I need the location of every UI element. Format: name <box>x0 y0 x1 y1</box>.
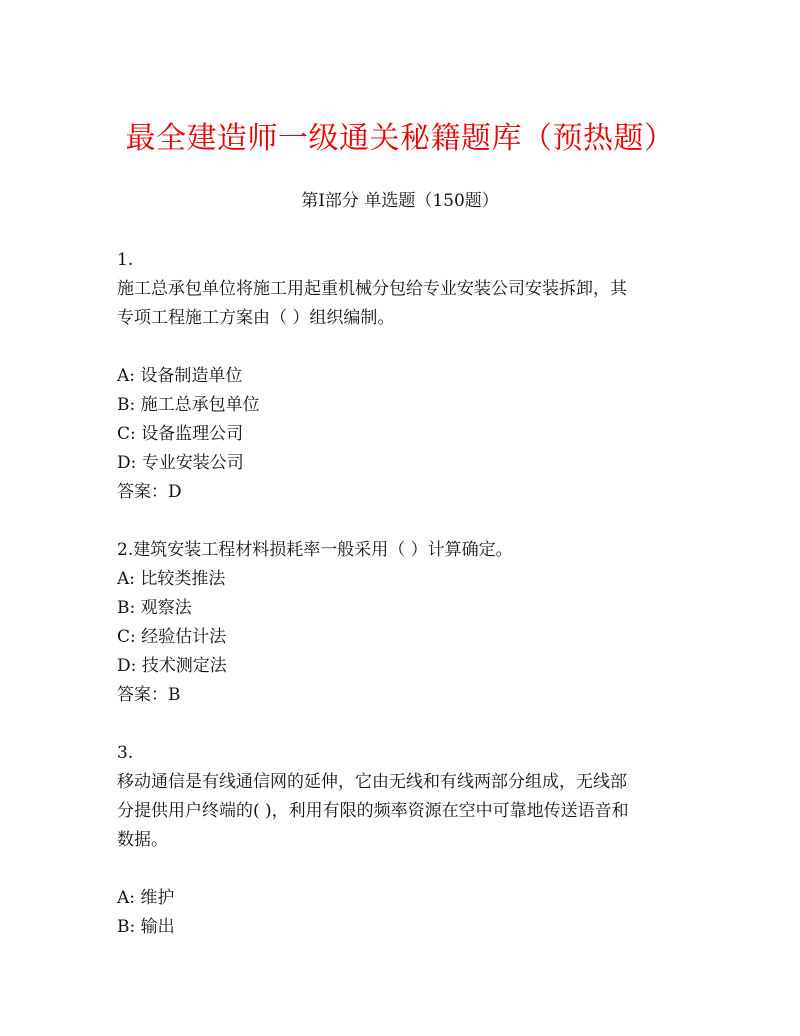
section-heading: 第I部分 单选题（150题） <box>301 191 499 211</box>
spacer <box>117 507 697 536</box>
question-1 <box>117 246 697 507</box>
option-d: D: 技术测定法 <box>117 656 227 676</box>
question-number: 1. <box>117 250 134 270</box>
document-title: 最全建造师一级通关秘籍题库（预热题） <box>125 121 675 156</box>
question-stem-line: 分提供用户终端的( )，利用有限的频率资源在空中可靠地传送语音和 <box>117 801 629 821</box>
option-a: A: 比较类推法 <box>117 569 226 589</box>
option-b: B: 施工总承包单位 <box>117 395 260 415</box>
question-stem-line: 数据。 <box>117 830 168 850</box>
question-list <box>117 246 697 942</box>
question-stem-line: 施工总承包单位将施工用起重机械分包给专业安装公司安装拆卸，其 <box>117 279 627 299</box>
option-d: D: 专业安装公司 <box>117 453 244 473</box>
answer: 答案：D <box>117 482 182 502</box>
spacer <box>117 710 697 739</box>
option-b: B: 输出 <box>117 917 175 937</box>
question-stem-line: 2.建筑安装工程材料损耗率一般采用（ ）计算确定。 <box>117 540 513 560</box>
option-b: B: 观察法 <box>117 598 192 618</box>
answer: 答案：B <box>117 685 181 705</box>
spacer <box>117 333 697 362</box>
question-stem-line: 移动通信是有线通信网的延伸，它由无线和有线两部分组成，无线部 <box>117 772 627 792</box>
option-a: A: 设备制造单位 <box>117 366 243 386</box>
option-c: C: 经验估计法 <box>117 627 227 647</box>
option-c: C: 设备监理公司 <box>117 424 244 444</box>
question-stem-line: 专项工程施工方案由（ ）组织编制。 <box>117 308 395 328</box>
question-number: 3. <box>117 743 134 763</box>
spacer <box>117 855 697 884</box>
question-2 <box>117 536 697 710</box>
option-a: A: 维护 <box>117 888 175 908</box>
question-3 <box>117 739 697 942</box>
